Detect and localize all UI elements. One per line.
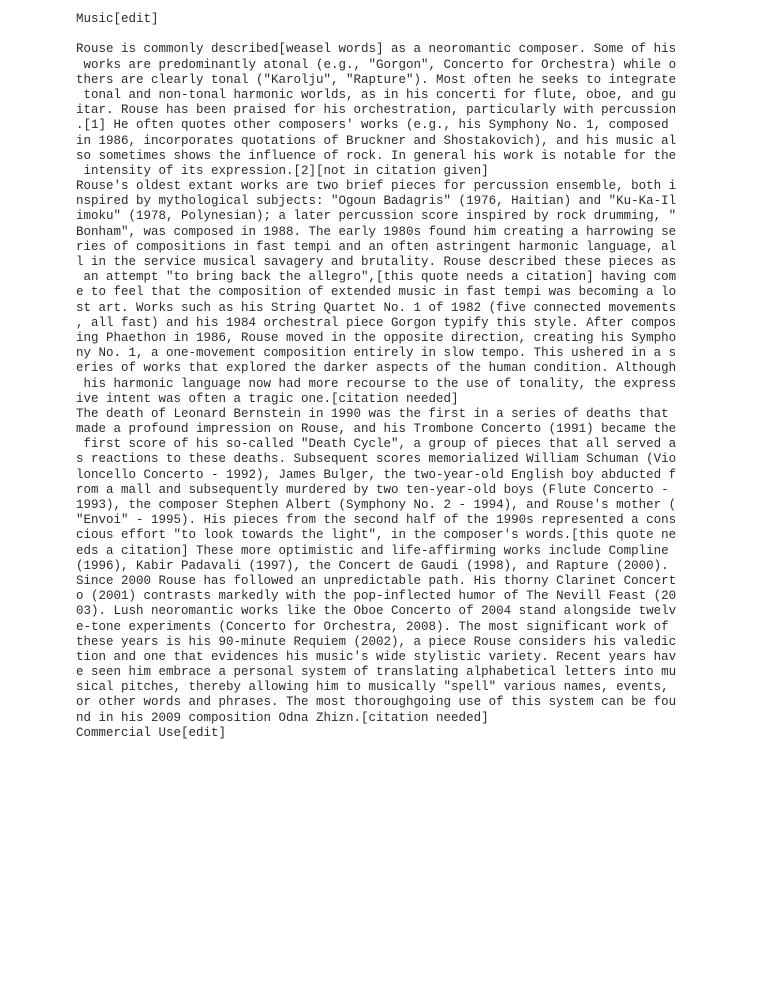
text-line: , all fast) and his 1984 orchestral piece Gorgon typify this style. After compos [76,315,677,330]
text-line: ive intent was often a tragic one.[citation needed] [76,391,459,406]
document-body [76,42,676,725]
text-line: tonal and non-tonal harmonic worlds, as in his concerti for flute, oboe, and gu [76,87,677,102]
text-line: intensity of its expression.[2][not in citation given] [76,163,489,178]
text-line: an attempt "to bring back the allegro",[this quote needs a citation] having com [76,270,677,285]
text-line: works are predominantly atonal (e.g., "Gorgon", Concerto for Orchestra) while o [76,57,677,72]
text-line: o (2001) contrasts markedly with the pop-inflected humor of The Nevill Feast (20 [76,589,677,604]
text-line: nd in his 2009 composition Odna Zhizn.[citation needed] [76,710,489,725]
text-line: imoku" (1978, Polynesian); a later percussion score inspired by rock drumming, " [76,209,677,224]
text-line: thers are clearly tonal ("Karolju", "Rapture"). Most often he seeks to integrate [76,72,677,87]
section-heading-commercial-use: Commercial Use[edit] [76,725,227,740]
text-line: e to feel that the composition of extended music in fast tempi was becoming a lo [76,285,677,300]
text-line: The death of Leonard Bernstein in 1990 was the first in a series of deaths that [76,406,669,421]
text-line: 1993), the composer Stephen Albert (Symphony No. 2 - 1994), and Rouse's mother ( [76,498,677,512]
text-line: so sometimes shows the influence of rock. In general his work is notable for the [76,148,677,163]
text-line: loncello Concerto - 1992), James Bulger, the two-year-old English boy abducted f [76,467,677,482]
text-line: "Envoi" - 1995). His pieces from the second half of the 1990s represented a cons [76,513,677,528]
text-line: s reactions to these deaths. Subsequent scores memorialized William Schuman (Vio [76,452,677,467]
text-line: these years is his 90-minute Requiem (2002), a piece Rouse considers his valedic [76,634,677,649]
text-line: eds a citation] These more optimistic and life-affirming works include Compline [76,543,669,558]
paragraph-early-works [76,179,676,407]
text-line: itar. Rouse has been praised for his orchestration, particularly with percussion [76,103,677,118]
text-line: sical pitches, thereby allowing him to musically "spell" various names, events, [76,680,669,695]
document-page [76,12,676,741]
text-line: ries of compositions in fast tempi and an often astringent harmonic language, al [76,239,677,254]
text-line: Rouse's oldest extant works are two brief pieces for percussion ensemble, both i [76,179,677,194]
text-line: Since 2000 Rouse has followed an unpredictable path. His thorny Clarinet Concert [76,573,677,588]
text-line: l in the service musical savagery and brutality. Rouse described these pieces as [76,255,677,269]
text-line: tion and one that evidences his music's wide stylistic variety. Recent years hav [76,649,677,664]
text-line: Bonham", was composed in 1988. The early 1980s found him creating a harrowing se [76,224,677,239]
paragraph-intro [76,42,676,179]
text-line: 03). Lush neoromantic works like the Oboe Concerto of 2004 stand alongside twelv [76,604,677,619]
section-heading-music: Music[edit] [76,12,159,26]
text-line: rom a mall and subsequently murdered by two ten-year-old boys (Flute Concerto - [76,482,669,497]
text-line: ing Phaethon in 1986, Rouse moved in the opposite direction, creating his Sympho [76,330,677,345]
text-line: or other words and phrases. The most thoroughgoing use of this system can be fou [76,695,677,710]
text-line: in 1986, incorporates quotations of Bruckner and Shostakovich), and his music al [76,133,677,148]
text-line: e seen him embrace a personal system of translating alphabetical letters into mu [76,665,677,680]
paragraph-since-2000 [76,574,676,726]
text-line: Rouse is commonly described[weasel words] as a neoromantic composer. Some of his [76,42,677,57]
text-line: e-tone experiments (Concerto for Orchestra, 2008). The most significant work of [76,619,669,634]
text-line: his harmonic language now had more recourse to the use of tonality, the express [76,376,677,391]
text-line: cious effort "to look towards the light", in the composer's words.[this quote ne [76,528,677,543]
text-line: made a profound impression on Rouse, and his Trombone Concerto (1991) became the [76,422,677,437]
text-line: ny No. 1, a one-movement composition entirely in slow tempo. This ushered in a s [76,346,677,361]
text-line: first score of his so-called "Death Cycle", a group of pieces that all served a [76,437,677,452]
paragraph-death-cycle [76,407,676,574]
text-line: (1996), Kabir Padavali (1997), the Concert de Gaudi (1998), and Rapture (2000). [76,558,669,573]
text-line: st art. Works such as his String Quartet No. 1 of 1982 (five connected movements [76,300,677,315]
text-line: .[1] He often quotes other composers' works (e.g., his Symphony No. 1, composed [76,118,669,133]
text-line: eries of works that explored the darker aspects of the human condition. Although [76,361,677,376]
text-line: nspired by mythological subjects: "Ogoun Badagris" (1976, Haitian) and "Ku-Ka-Il [76,194,677,209]
